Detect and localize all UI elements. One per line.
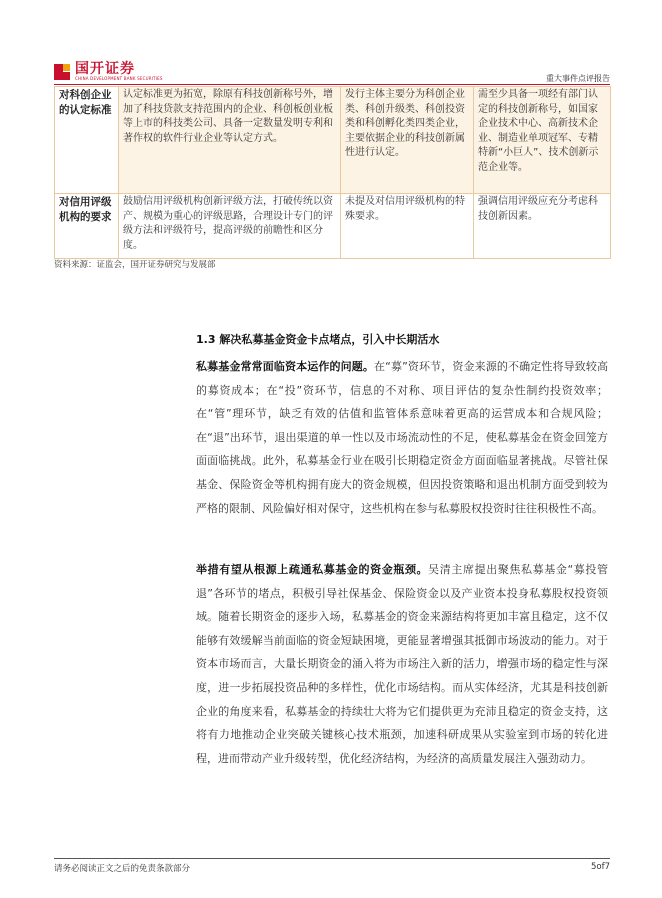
- page-number: 5of7: [590, 862, 610, 872]
- footer-disclaimer: 请务必阅读正文之后的免责条款部分: [54, 864, 191, 874]
- paragraph-lead: 私募基金常常面临资本运作的问题。: [196, 360, 374, 373]
- table-cell: 未提及对信用评级机构的特殊要求。: [341, 194, 474, 259]
- row-header: 对信用评级机构的要求: [55, 194, 119, 259]
- paragraph-lead: 举措有望从根源上疏通私募基金的资金瓶颈。: [196, 563, 429, 576]
- table-cell: 鼓励信用评级机构创新评级方法，打破传统以资产、规模为重心的评级思路，合理设计专门的评级方法和评级符号，提高评级的前瞻性和区分度。: [119, 194, 341, 259]
- table-cell: 需至少具备一项经有部门认定的科技创新称号，如国家企业技术中心、高新技术企业、制造业单项冠军、专精特新“小巨人”、技术创新示范企业等。: [474, 87, 611, 194]
- paragraph-body: 吴清主席提出聚焦私募基金“募投管退”各环节的堵点，积极引导社保基金、保险资金以及产业资本投身私募股权投资领域。随着长期资金的逐步入场，私募基金的资金来源结构将更加丰富且稳定，这不仅能够有效缓解当前面临的资金短缺困境，更能显著增强其抵御市场波动的能力。对于资本市场而言，大量长期资金的涌入将为市场注入新的活力，增强市场的稳定性与深度，进一步拓展投资品种的多样性，优化市场结构。而从实体经济，尤其是科技创新企业的角度来看，私募基金的持续壮大将为它们提供更为充沛且稳定的资金支持，这将有力地推动企业突破关键核心技术瓶颈，加速科研成果从实验室到市场的转化进程，进而带动产业升级转型，优化经济结构，为经济的高质量发展注入强劲动力。: [196, 563, 608, 765]
- section-heading: 1.3 解决私募基金资金卡点堵点，引入中长期活水: [196, 333, 440, 346]
- table-row: [55, 87, 611, 194]
- company-logo: [54, 62, 163, 81]
- footer-divider: [54, 858, 610, 859]
- paragraph-body: 在“募”资环节，资金来源的不确定性将导致较高的募资成本；在“投”资环节，信息的不对称、项目评估的复杂性制约投资效率；在“管”理环节，缺乏有效的估值和监管体系意味着更高的运营成本和合规风险；在“退”出环节，退出渠道的单一性以及市场流动性的不足，使私募基金在资金回笼方面面临挑战。此外，私募基金行业在吸引长期稳定资金方面面临显著挑战。尽管社保基金、保险资金等机构拥有庞大的资金规模，但因投资策略和退出机制方面受到较为严格的限制、风险偏好相对保守，这些机构在参与私募股权投资时往往积极性不高。: [196, 360, 609, 515]
- body-paragraph: [196, 355, 608, 520]
- logo-text: 国开证券: [75, 61, 135, 77]
- table-cell: 发行主体主要分为科创企业类、科创升级类、科创投资类和科创孵化类四类企业，主要依据企业的科技创新属性进行认定。: [341, 87, 474, 194]
- table-cell: 认定标准更为拓宽，除原有科技创新称号外，增加了科技贷款支持范围内的企业、科创板创业板等上市的科技类公司、具备一定数量发明专利和著作权的软件行业企业等认定方式。: [119, 87, 341, 194]
- logo-mark-icon: [54, 64, 70, 80]
- report-type-label: 重大事件点评报告: [546, 74, 610, 83]
- body-paragraph: [196, 558, 608, 770]
- table-source-note: 资料来源：证监会，国开证券研究与发展部: [54, 260, 216, 270]
- table-row: [55, 194, 611, 259]
- table-cell: 强调信用评级应充分考虑科技创新因素。: [474, 194, 611, 259]
- row-header: 对科创企业的认定标准: [55, 87, 119, 194]
- header-divider: [54, 84, 610, 85]
- page-header: [54, 56, 610, 84]
- comparison-table: [54, 86, 611, 259]
- logo-subtext: CHINA DEVELOPMENT BANK SECURITIES: [75, 76, 163, 81]
